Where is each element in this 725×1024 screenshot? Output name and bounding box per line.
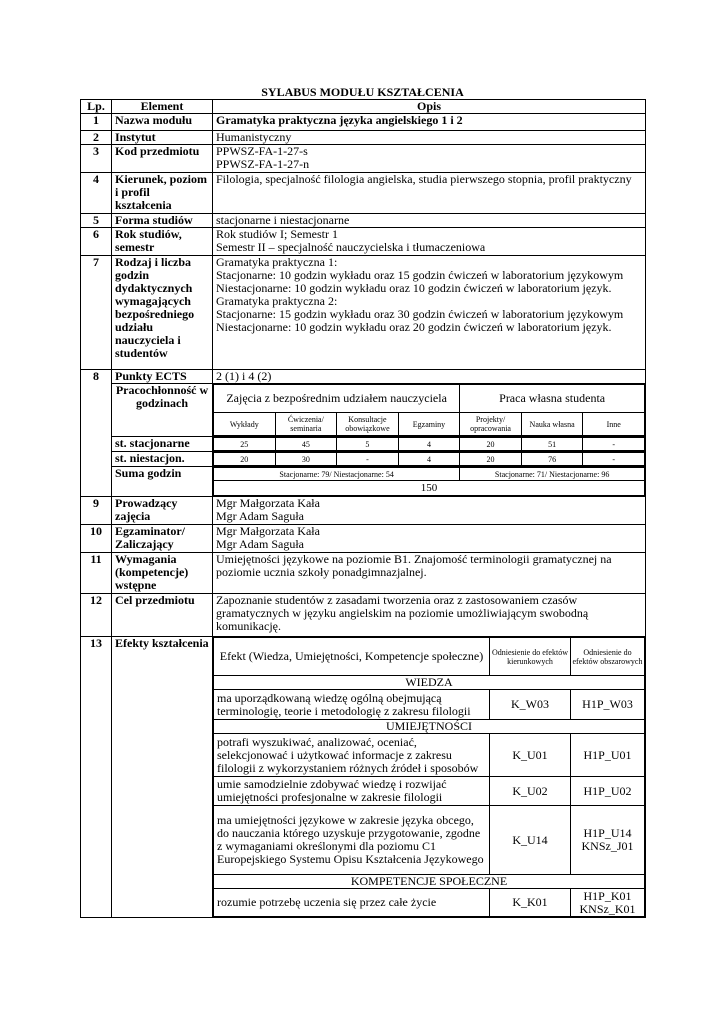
row-2-lp: 2	[81, 131, 112, 145]
header-element: Element	[112, 100, 213, 114]
effect-obsz: H1P_U01	[571, 734, 645, 777]
row-12-opis: Zapoznanie studentów z zasadami tworzenia oraz z zastosowaniem czasów gramatycznych w języku angielskim na poziomie umożliwiającym swobodną komunikację.	[213, 594, 646, 637]
col-header: Wykłady	[214, 413, 276, 436]
sum-own: Stacjonarne: 71/ Niestacjonarne: 96	[460, 468, 645, 481]
niestac-value: -	[583, 453, 645, 466]
col-header: Inne	[583, 413, 645, 436]
row-10-opis	[213, 525, 646, 553]
person-line: Mgr Małgorzata Kała	[216, 496, 320, 510]
effect-text: umie samodzielnie zdobywać wiedzę i rozwijać umiejętności profesjonalne w zakresie filologii	[214, 777, 490, 806]
effect-kier: K_U02	[490, 777, 571, 806]
opis-line: Gramatyka praktyczna 1:	[216, 255, 338, 269]
opis-line: Rok studiów I; Semestr 1	[216, 227, 338, 241]
effects-table-cell	[213, 637, 646, 918]
row-7-lp: 7	[81, 256, 112, 370]
group-direct: Zajęcia z bezpośrednim udziałem nauczyciela	[214, 385, 460, 413]
row-11-opis: Umiejętności językowe na poziomie B1. Znajomość terminologii gramatycznej na poziomie ucznia szkoły ponadgimnazjalnej.	[213, 553, 646, 594]
row-13-lp: 13	[81, 637, 112, 918]
opis-line: Semestr II – specjalność nauczycielska i tłumaczeniowa	[216, 240, 486, 254]
stac-value: 51	[521, 438, 583, 451]
stac-values	[213, 437, 646, 452]
workload-label: Pracochłonność w godzinach	[112, 384, 213, 437]
row-8-lp: 8	[81, 370, 112, 497]
row-3-lp: 3	[81, 145, 112, 173]
row-11-lp: 11	[81, 553, 112, 594]
section-kompetencje: KOMPETENCJE SPOŁECZNE	[214, 875, 645, 889]
col-header: Ćwiczenia/ seminaria	[275, 413, 337, 436]
row-6-opis	[213, 228, 646, 256]
ects-label: Punkty ECTS	[112, 370, 213, 384]
stac-value: 5	[337, 438, 399, 451]
sum-direct: Stacjonarne: 79/ Niestacjonarne: 54	[214, 468, 460, 481]
col-header: Nauka własna	[521, 413, 583, 436]
row-6-lp: 6	[81, 228, 112, 256]
stac-value: 25	[214, 438, 276, 451]
row-2-opis: Humanistyczny	[213, 131, 646, 145]
effect-text: potrafi wyszukiwać, analizować, oceniać, selekcjonować i użytkować informacje z zakresu filologii z wykorzystaniem różnych źródeł i sposobów	[214, 734, 490, 777]
row-4-opis: Filologia, specjalność filologia angielska, studia pierwszego stopnia, profil praktyczny	[213, 173, 646, 214]
col-header: Egzaminy	[398, 413, 460, 436]
row-12-lp: 12	[81, 594, 112, 637]
niestac-value: 30	[275, 453, 337, 466]
row-1-element: Nazwa modułu	[112, 114, 213, 131]
section-umiejetnosci: UMIEJĘTNOŚCI	[214, 720, 645, 734]
row-1-lp: 1	[81, 114, 112, 131]
effect-kier: K_U01	[490, 734, 571, 777]
sum-label: Suma godzin	[112, 467, 213, 497]
code-line: PPWSZ-FA-1-27-n	[216, 157, 310, 171]
row-5-lp: 5	[81, 214, 112, 228]
effect-text: ma umiejętności językowe w zakresie języka obcego, do nauczania którego uzyskuje przygotowanie, zgodne z wymaganiami określonymi dla poziomu C1 Europejskiego Systemu Opisu Kształcenia Językowego	[214, 806, 490, 875]
group-own: Praca własna studenta	[460, 385, 645, 413]
row-5-opis: stacjonarne i niestacjonarne	[213, 214, 646, 228]
row-11-element: Wymagania (kompetencje) wstępne	[112, 553, 213, 594]
row-9-element: Prowadzący zajęcia	[112, 497, 213, 525]
effect-obsz: H1P_U14 KNSz_J01	[571, 806, 645, 875]
niestac-value: 20	[460, 453, 522, 466]
col-effect-header: Efekt (Wiedza, Umiejętności, Kompetencje społeczne)	[214, 638, 490, 676]
effect-kier: K_W03	[490, 690, 571, 720]
opis-line: Stacjonarne: 10 godzin wykładu oraz 15 godzin ćwiczeń w laboratorium językowym	[216, 268, 624, 282]
row-4-lp: 4	[81, 173, 112, 214]
niestac-value: 76	[521, 453, 583, 466]
niestac-label: st. niestacjon.	[112, 452, 213, 467]
row-9-opis	[213, 497, 646, 525]
niestac-values	[213, 452, 646, 467]
opis-line: Stacjonarne: 15 godzin wykładu oraz 30 godzin ćwiczeń w laboratorium językowym	[216, 307, 624, 321]
col-obsz-header: Odniesienie do efektów obszarowych	[571, 638, 645, 676]
sum-values	[213, 467, 646, 497]
row-2-element: Instytut	[112, 131, 213, 145]
row-10-lp: 10	[81, 525, 112, 553]
person-line: Mgr Adam Saguła	[216, 537, 304, 551]
workload-header	[213, 384, 646, 437]
header-lp: Lp.	[81, 100, 112, 114]
effect-obsz: H1P_U02	[571, 777, 645, 806]
stac-value: 20	[460, 438, 522, 451]
niestac-value: 4	[398, 453, 460, 466]
ects-value: 2 (1) i 4 (2)	[213, 370, 646, 384]
effect-text: rozumie potrzebę uczenia się przez całe życie	[214, 889, 490, 917]
stac-value: 4	[398, 438, 460, 451]
opis-line: Niestacjonarne: 10 godzin wykładu oraz 20 godzin ćwiczeń w laboratorium język.	[216, 320, 612, 334]
col-header: Projekty/ opracowania	[460, 413, 522, 436]
row-3-element: Kod przedmiotu	[112, 145, 213, 173]
effect-obsz: H1P_K01 KNSz_K01	[571, 889, 645, 917]
row-10-element: Egzaminator/ Zaliczający	[112, 525, 213, 553]
row-6-element: Rok studiów, semestr	[112, 228, 213, 256]
stac-value: -	[583, 438, 645, 451]
stac-label: st. stacjonarne	[112, 437, 213, 452]
effect-text: ma uporządkowaną wiedzę ogólną obejmującą terminologię, teorie i metodologię z zakresu filologii	[214, 690, 490, 720]
row-13-element: Efekty kształcenia	[112, 637, 213, 918]
stac-value: 45	[275, 438, 337, 451]
row-1-opis: Gramatyka praktyczna języka angielskiego 1 i 2	[213, 114, 646, 131]
row-4-element: Kierunek, poziom i profil kształcenia	[112, 173, 213, 214]
code-line: PPWSZ-FA-1-27-s	[216, 144, 308, 158]
row-9-lp: 9	[81, 497, 112, 525]
opis-line: Gramatyka praktyczna 2:	[216, 294, 338, 308]
effect-kier: K_U14	[490, 806, 571, 875]
row-5-element: Forma studiów	[112, 214, 213, 228]
col-kier-header: Odniesienie do efektów kierunkowych	[490, 638, 571, 676]
opis-line: Niestacjonarne: 10 godzin wykładu oraz 10 godzin ćwiczeń w laboratorium język.	[216, 281, 612, 295]
row-7-element: Rodzaj i liczba godzin dydaktycznych wymagających bezpośredniego udziału nauczyciela i studentów	[112, 256, 213, 370]
section-wiedza: WIEDZA	[214, 676, 645, 690]
effect-obsz: H1P_W03	[571, 690, 645, 720]
sum-total: 150	[214, 481, 645, 496]
niestac-value: 20	[214, 453, 276, 466]
document-title: SYLABUS MODUŁU KSZTAŁCENIA	[261, 85, 464, 99]
niestac-value: -	[337, 453, 399, 466]
effect-kier: K_K01	[490, 889, 571, 917]
row-12-element: Cel przedmiotu	[112, 594, 213, 637]
col-header: Konsultacje obowiązkowe	[337, 413, 399, 436]
syllabus-table	[80, 99, 646, 918]
row-3-opis	[213, 145, 646, 173]
row-7-opis	[213, 256, 646, 370]
person-line: Mgr Adam Saguła	[216, 509, 304, 523]
header-opis: Opis	[213, 100, 646, 114]
person-line: Mgr Małgorzata Kała	[216, 524, 320, 538]
